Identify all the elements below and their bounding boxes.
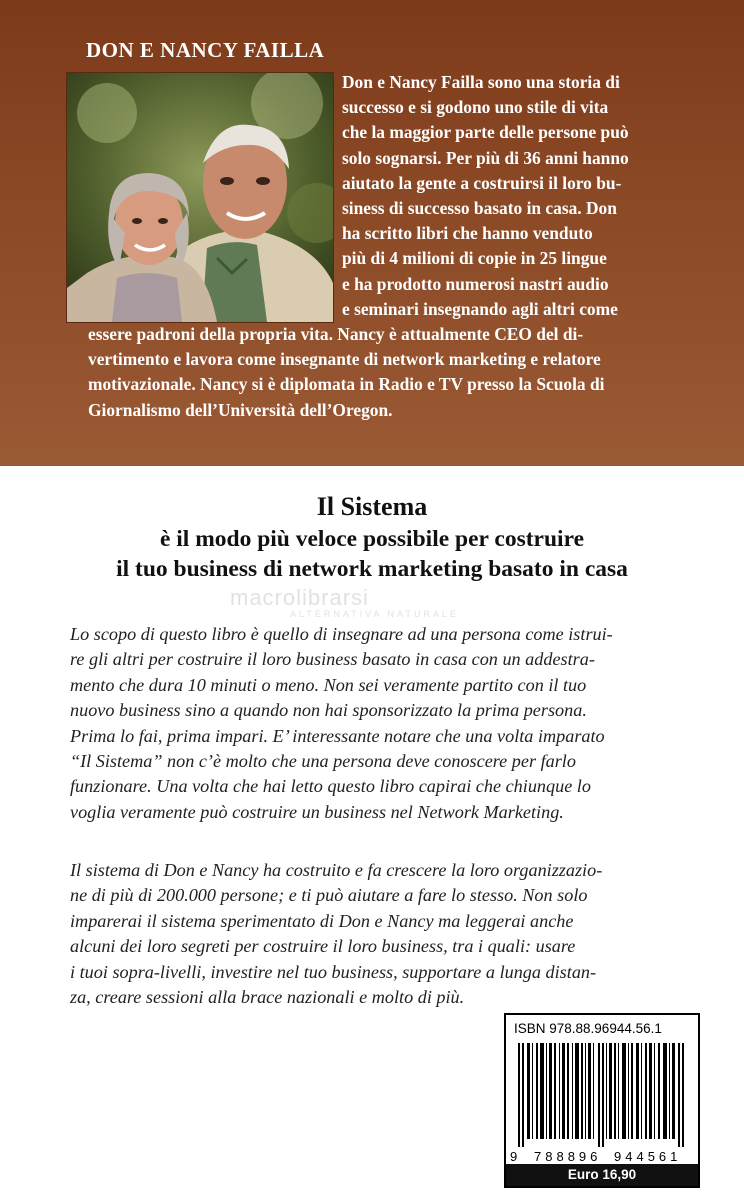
bio-text-full bbox=[88, 322, 680, 423]
paragraph-line: alcuni dei loro segreti per costruire il loro business, tra i quali: usare bbox=[70, 936, 576, 957]
bio-line: e seminari insegnando agli altri come bbox=[342, 298, 618, 319]
book-subtitle-line: il tuo business di network marketing basato in casa bbox=[116, 556, 628, 582]
bio-line: ha scritto libri che hanno venduto bbox=[342, 223, 593, 244]
book-subtitle-line: è il modo più veloce possibile per costruire bbox=[159, 526, 585, 552]
paragraph-line: mento che dura 10 minuti o meno. Non sei veramente partito con il tuo bbox=[70, 674, 587, 695]
isbn-barcode-box bbox=[504, 1013, 700, 1188]
paragraph-line: ne di più di 200.000 persone; e ti può aiutare a fare lo stesso. Non solo bbox=[70, 885, 588, 906]
paragraph-line: voglia veramente può costruire un business nel Network Marketing. bbox=[70, 801, 564, 822]
paragraph-line: imparerai il sistema sperimentato di Don e Nancy ma leggerai anche bbox=[70, 910, 574, 931]
bio-line: più di 4 milioni di copie in 25 lingue bbox=[342, 248, 607, 269]
bio-line: solo sognarsi. Per più di 36 anni hanno bbox=[342, 147, 629, 168]
bio-line: e ha prodotto numerosi nastri audio bbox=[342, 273, 609, 294]
bio-line: Giornalismo dell’Università dell’Oregon. bbox=[88, 399, 393, 420]
bio-line: siness di successo basato in casa. Don bbox=[342, 198, 617, 219]
paragraph-line: “Il Sistema” non c’è molto che una persona deve conoscere per farlo bbox=[70, 751, 576, 772]
paragraph-line: nuovo business sino a quando non hai sponsorizzato la prima persona. bbox=[70, 700, 587, 721]
description-paragraph-1 bbox=[70, 622, 680, 825]
watermark-brand: macrolibrarsi bbox=[230, 585, 369, 610]
watermark-tagline: ALTERNATIVA NATURALE bbox=[290, 609, 459, 619]
paragraph-line: i tuoi sopra-livelli, investire nel tuo business, supportare a lunga distan- bbox=[70, 961, 597, 982]
watermark bbox=[230, 585, 459, 619]
author-section bbox=[0, 0, 744, 466]
bio-line: essere padroni della propria vita. Nancy è attualmente CEO del di- bbox=[88, 324, 584, 344]
isbn-number: ISBN 978.88.96944.56.1 bbox=[514, 1021, 662, 1036]
book-title-block bbox=[0, 490, 744, 584]
author-photo bbox=[66, 72, 334, 323]
bio-line: aiutato la gente a costruirsi il loro bu- bbox=[342, 172, 622, 193]
paragraph-line: Prima lo fai, prima impari. E’ interessante notare che una volta imparato bbox=[70, 725, 605, 746]
barcode-graphic bbox=[518, 1043, 688, 1147]
ean-left-digits: 788896 bbox=[534, 1149, 602, 1164]
paragraph-line: re gli altri per costruire il loro business basato in casa con un addestra- bbox=[70, 649, 595, 670]
paragraph-line: Lo scopo di questo libro è quello di insegnare ad una persona come istrui- bbox=[70, 624, 613, 644]
bio-line: successo e si godono uno stile di vita bbox=[342, 97, 609, 118]
bio-line: che la maggior parte delle persone può bbox=[342, 122, 629, 143]
ean-first-digit: 9 bbox=[510, 1149, 518, 1164]
bio-text-right bbox=[342, 70, 678, 322]
paragraph-line: za, creare sessioni alla brace nazionali e molto di più. bbox=[70, 987, 465, 1008]
book-title: Il Sistema bbox=[316, 492, 428, 521]
price-label: Euro 16,90 bbox=[506, 1164, 698, 1186]
bio-line: motivazionale. Nancy si è diplomata in Radio e TV presso la Scuola di bbox=[88, 374, 605, 395]
description-paragraph-2 bbox=[70, 858, 680, 1010]
bio-line: vertimento e lavora come insegnante di network marketing e relatore bbox=[88, 349, 601, 370]
ean-right-digits: 944561 bbox=[614, 1149, 682, 1164]
bio-line: Don e Nancy Failla sono una storia di bbox=[342, 72, 620, 92]
paragraph-line: Il sistema di Don e Nancy ha costruito e fa crescere la loro organizzazio- bbox=[70, 860, 603, 880]
author-heading: DON E NANCY FAILLA bbox=[86, 38, 325, 62]
paragraph-line: funzionare. Una volta che hai letto questo libro capirai che chiunque lo bbox=[70, 776, 591, 797]
